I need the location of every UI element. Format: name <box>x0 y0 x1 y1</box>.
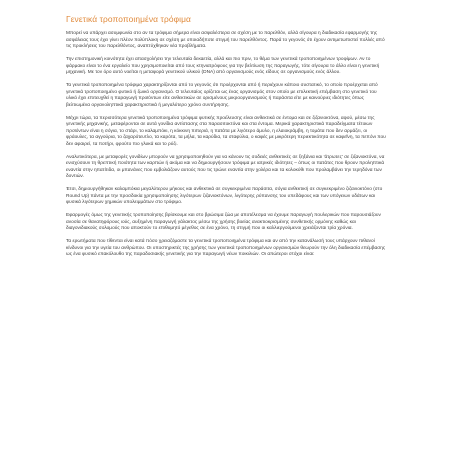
paragraph: Αναλυτικότερα, με μεταφορές γονιδίων μπορούν να χρησιμοποιηθούν για να κάνουν τις σοδειές ανθεκτικές σε ξηξάνια και 'άτρωτες' σε ζιζανιοκτόνα, να ενισχύσουν τη θρεπτική ποιότητα των καρπών ή ακόμα και να δημιουργήσουν τρόφιμα με ιατρικές ιδιότητες – όπως οι πατάτες που θρουν προληπτικά εναντία στην ηπατίτιδα, οι μπανάνες που εμβολιάζουν αυτούς που τις τρώνε εναντία στην χολέρα και τα κολοκύθι που προλαμβάνει την τερηδόνα των δοντιών. <box>66 154 385 179</box>
paragraph: Μπορεί να υπάρχει ασυμφωνία στο αν τα τρόφιμα σήμερα είναι ασφαλέστερα σε σχέση με το παρελθόν, αλλά σίγουρα η διαδικασία εφαρμογής της ασφάλειας τους έχει γίνει πλέον πολύπλοκη σε σχέση με οποιαδήποτε στιγμή του παρελθόντος. Παρά το γεγονός ότι έχουν αντιμετωπιστεί πολλές από τις προκλήσεις του παρελθόντος, αναπτύχθηκαν νέα προβλήματα. <box>66 31 385 49</box>
paragraph: Τα γενετικά τροποποιημένα τρόφιμα χαρακτηρίζονται από το γεγονός ότι προέρχονται από ή περιέχουν κάποιο συστατικό, το οποίο προέρχεται από γενετικά τροποποιημένο φυτικό ή ζωικό οργανισμό. Ο τελευταίος ορίζεται ως ένας οργανισμός στον οποίο με επιλεκτική επέμβαση στο γενετικό του υλικό έχει επιτευχθεί η παραγωγή προϊόντων είτε ανθεκτικών σε ορισμένους μικροοργανισμούς ή παράσιτα είτε με καινούριες ιδιότητες όπως βελτιωμένα οργανοληπτικά χαρακτηριστικά ή μεγαλύτερο χρόνο συντήρησης. <box>66 83 378 108</box>
document-title: Γενετικά τροποποιημένα τρόφιμα <box>66 14 191 24</box>
paragraph: Τα ερωτήματα που τίθενται είναι κατά πόσο χρειαζόμαστε τα γενετικά τροποποιημένα τρόφιμα και αν από την κατανάλωσή τους υπάρχουν πιθανοί κίνδυνοι για την υγεία του ανθρώπου. Οι υποστηρικτές της χρήσης των γενετικά τροποποιημένων οργανισμών θεωρούν την όλη διαδικασία επέμβασης ως ένα φυσικό επακόλουθο της παραδοσιακής γενετικής για την παραγωγή νέων ποικιλιών. Οι απώτεροι στόχοι είναι: <box>66 239 386 257</box>
paragraph: Την επιστημονική κοινότητα έχει απασχολήσει την τελευταία δεκαετία, αλλά και πιο πριν, το θέμα των γενετικά τροποποιημένων τροφίμων. Αν το φάρμακο είναι το ένα εργαλείο που χρησιμοποιείται από τους κτηνιατρόφους για την βελτίωση της παραγωγής, τότε σίγουρα το άλλο είναι η γενετική μηχανική. Με τον όρο αυτό νοείται η μεταφορά γενετικού υλικού (DNA) από οργανισμούς ενός είδους σε οργανισμούς ενός άλλου. <box>66 57 380 75</box>
paragraph: Έτσι, δημιουργήθηκαν καλαμπόκια μεγαλύτερου μήκους και ανθεκτικά σε συγκεκριμένα παράσιτα, σόγια ανθεκτική σε συγκεκριμένο ζιζανιοκτόνο (στο Round Up) πάντα με την προσδοκία χρησιμοποίησης λιγότερων ζιζανιοκτόνων, λιγότερης ρύπανσης του υπεδάφους και των υπόγειων υδάτων και φυσικά λιγότερων χημικών υπολειμμάτων στο τρόφιμο. <box>66 187 383 205</box>
paragraph: Εφαρμογές όμως της γενετικής τροποποίησης βρίσκουμε και στο βρώσιμα ζώα με αποτέλεσμα να έχουμε παραγωγή πουλερικών που παρουσιάζουν ανοσία σε θανατηφόρους ιούς, αυξημένη παραγωγή γάλακτος μέσω της χρήσης βοείας ανακτιοκρισμένης συνθετικής ορμόνης καθώς και διαγονιδιακούς σολομούς που αποκτούν το επιθυμητό μέγεθος σε ένα χρόνο, τη στιγμή που οι καλλιεργούμενοι χρειάζονται τρία χρόνια. <box>66 213 381 231</box>
paragraph: Μέχρι τώρα, τα περισσότερα γενετικά τροποποιημένα τρόφιμα φυτικής προέλευσης είναι ανθεκτικά σε έντομα και σε ζιζανιοκτόνα, αφού, μέσω της γενετικής μηχανικής, μεταφέρονται σε αυτά γονίδια αντίστασης στα παρασιτοκτόνα και στα έντομα. Μερικά χαρακτηριστικά παραδείγματα τέτοιων προϊόντων είναι η σόγια, το στάρι, το καλαμπόκι, η κόκκινη πιπεριά, η πατάτα με λιγότερο άμυλο, η ελαιοκράμβη, η τομάτα που δεν αρμάζει, οι φράουλες, τα αγγούρια, το ζαχαρότευτλο, τα καρότα, τα μήλα, τα καρύδια, τα σταφύλια, ο καφές με μικρότερη περιεκτικότητα σε καφεΐνη, τα πεπόνι που δεν αφαιρεί, τα ποτήρι, φρούτο πιο γλυκά και το ρύζι. <box>66 115 386 147</box>
document-page <box>66 14 388 265</box>
